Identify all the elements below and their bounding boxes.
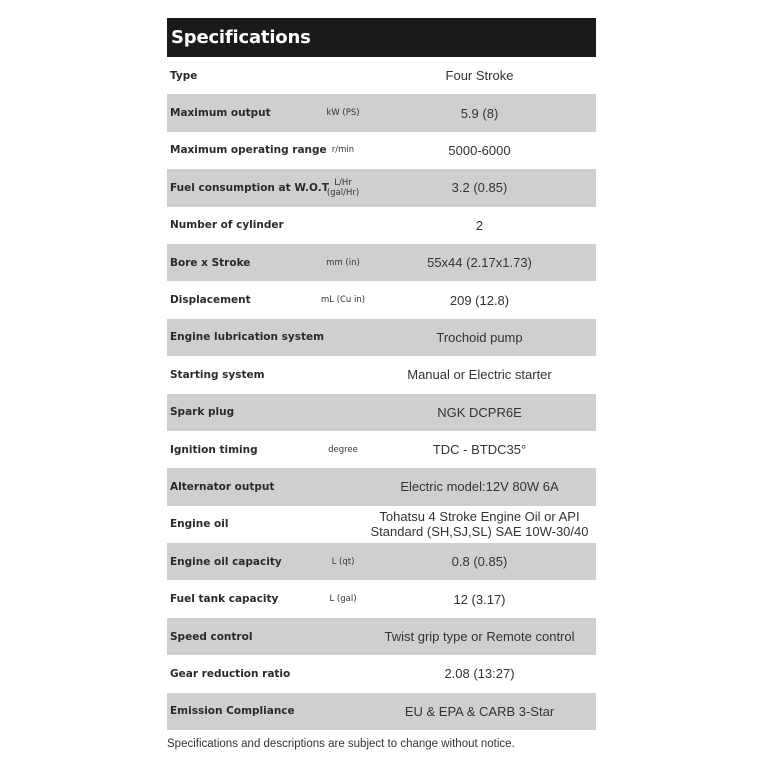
spec-unit: L (qt) [331, 556, 355, 567]
spec-value: Electric model:12V 80W 6A [400, 479, 559, 495]
spec-row-type [167, 57, 596, 94]
spec-row-maximum-output [167, 94, 596, 131]
spec-unit: r/min [331, 145, 355, 156]
spec-unit: mm (in) [326, 257, 360, 268]
spec-label: Bore x Stroke [170, 256, 251, 269]
spec-row-fuel-consumption [167, 169, 596, 206]
spec-value: 12 (3.17) [453, 591, 506, 607]
spec-row-fuel-tank-capacity [167, 580, 596, 617]
spec-value: Manual or Electric starter [407, 367, 552, 383]
spec-unit: mL (Cu in) [320, 295, 366, 306]
spec-row-maximum-operating-range [167, 132, 596, 169]
spec-unit: degree [328, 444, 358, 455]
spec-value: 5000-6000 [448, 142, 511, 158]
spec-row-engine-oil [167, 506, 596, 543]
spec-label: Engine oil capacity [170, 555, 282, 568]
spec-label: Emission Compliance [170, 705, 295, 718]
spec-row-ignition-timing [167, 431, 596, 468]
spec-label: Fuel tank capacity [170, 593, 279, 606]
spec-row-starting-system [167, 356, 596, 393]
spec-value: NGK DCPR6E [437, 404, 522, 420]
spec-label: Engine oil [170, 518, 229, 531]
spec-label: Engine lubrication system [170, 331, 325, 344]
spec-value: TDC - BTDC35° [432, 442, 527, 458]
spec-row-displacement [167, 281, 596, 318]
spec-row-engine-oil-capacity [167, 543, 596, 580]
spec-label: Fuel consumption at W.O.T [170, 181, 329, 194]
spec-value: 2 [475, 217, 484, 233]
spec-value: 0.8 (0.85) [451, 554, 508, 570]
spec-label: Displacement [170, 294, 251, 307]
spec-value: Twist grip type or Remote control [384, 629, 575, 645]
disclaimer-footnote: Specifications and descriptions are subject to change without notice. [167, 738, 515, 751]
spec-label: Maximum output [170, 107, 271, 120]
spec-label: Alternator output [170, 480, 275, 493]
spec-row-alternator-output [167, 468, 596, 505]
spec-label: Speed control [170, 630, 253, 643]
spec-row-number-of-cylinder [167, 207, 596, 244]
spec-row-spark-plug [167, 394, 596, 431]
spec-label: Number of cylinder [170, 219, 284, 232]
spec-row-speed-control [167, 618, 596, 655]
specifications-card [167, 18, 596, 750]
spec-value: 55x44 (2.17x1.73) [427, 255, 532, 271]
spec-unit: kW (PS) [326, 108, 360, 119]
spec-value: 5.9 (8) [460, 105, 499, 121]
spec-value: Four Stroke [445, 68, 514, 84]
specifications-title: Specifications [167, 18, 596, 57]
specifications-table [167, 57, 596, 730]
spec-row-bore-x-stroke [167, 244, 596, 281]
spec-row-gear-reduction-ratio [167, 655, 596, 692]
spec-value: 209 (12.8) [449, 292, 510, 308]
spec-label: Ignition timing [170, 443, 258, 456]
spec-label: Starting system [170, 368, 265, 381]
spec-label: Type [170, 69, 198, 82]
spec-row-engine-lubrication-system [167, 319, 596, 356]
spec-value: EU & EPA & CARB 3-Star [404, 703, 555, 719]
spec-value: Trochoid pump [436, 329, 523, 345]
spec-value: 2.08 (13:27) [444, 666, 515, 682]
spec-row-emission-compliance [167, 693, 596, 730]
spec-label: Maximum operating range [170, 144, 327, 157]
spec-label: Gear reduction ratio [170, 667, 291, 680]
spec-unit: L/Hr (gal/Hr) [326, 177, 360, 198]
spec-label: Spark plug [170, 406, 235, 419]
spec-value: 3.2 (0.85) [451, 180, 508, 196]
spec-value: Tohatsu 4 Stroke Engine Oil or API Standard (SH,SJ,SL) SAE 10W-30/40 [370, 509, 589, 540]
spec-unit: L (gal) [329, 594, 357, 605]
